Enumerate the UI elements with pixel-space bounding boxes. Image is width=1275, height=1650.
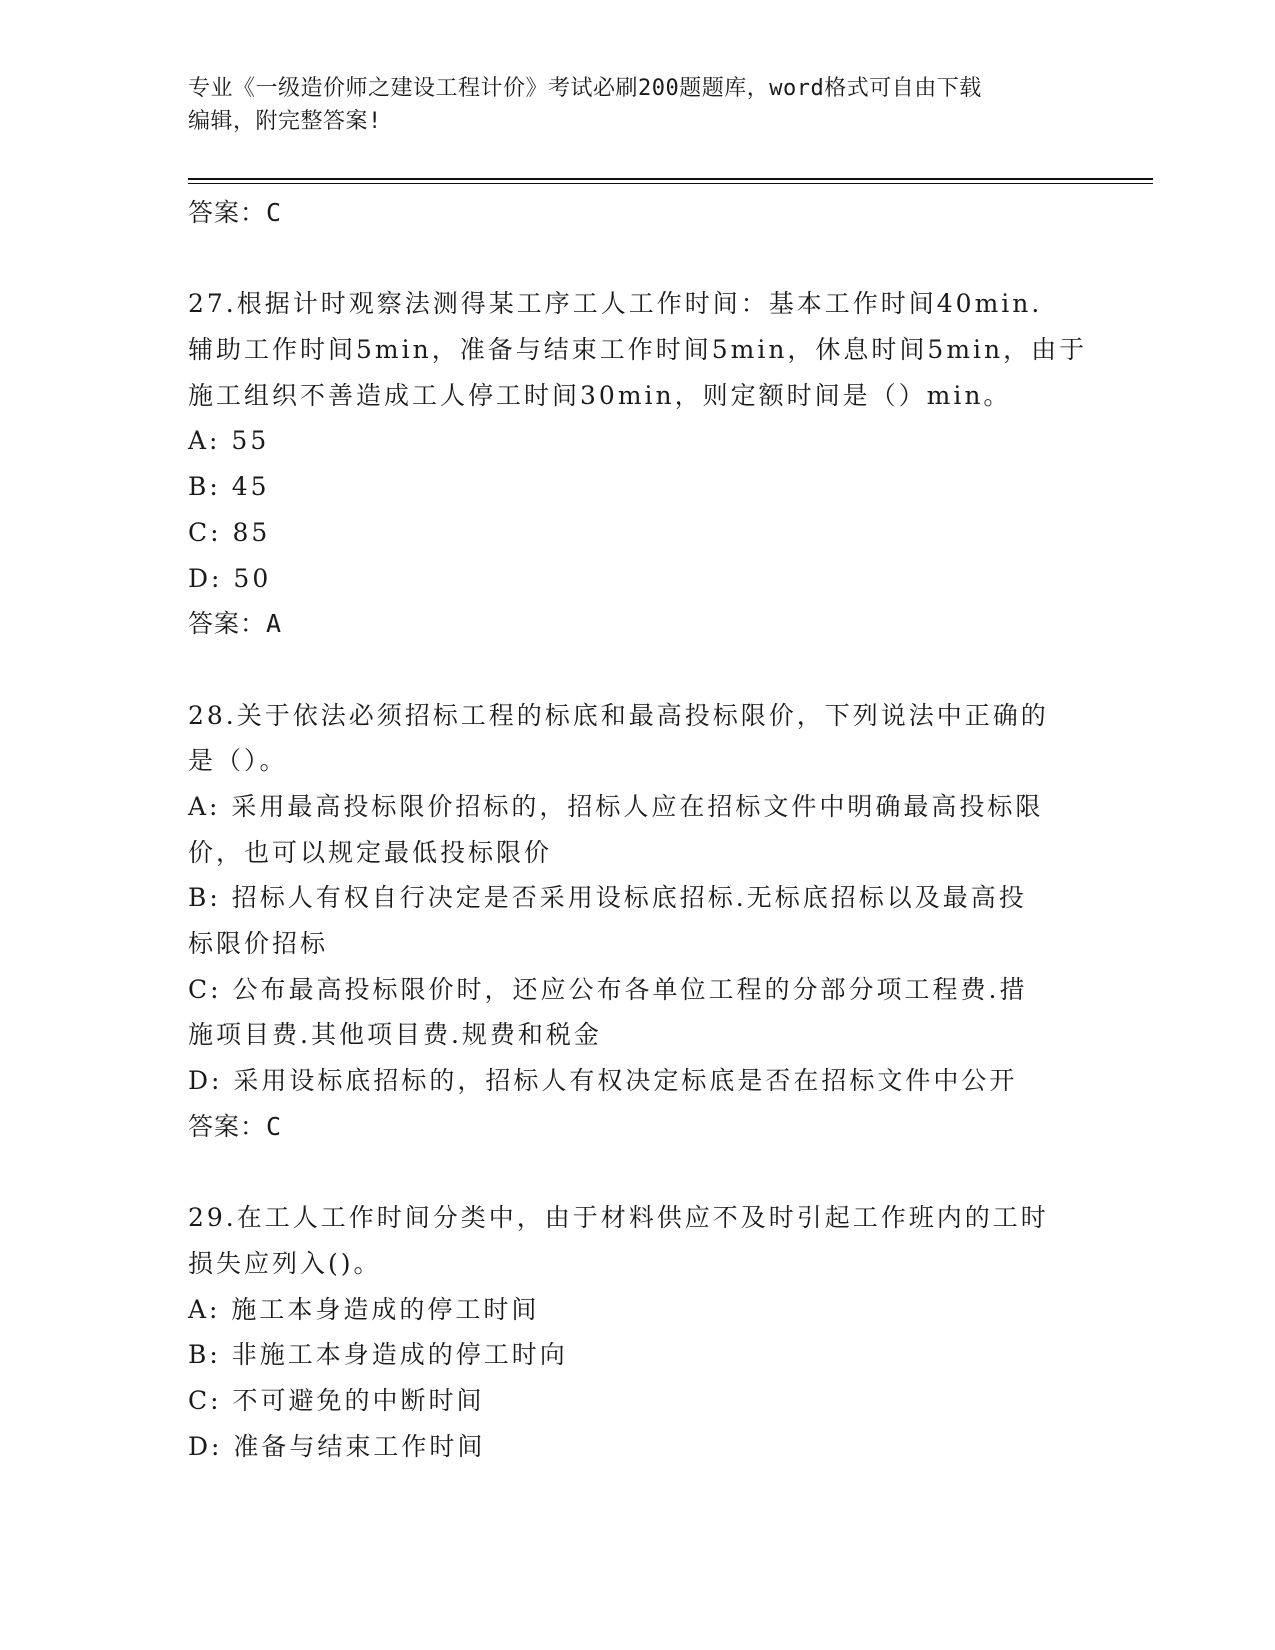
question-stem-line: 施工组织不善造成工人停工时间30min，则定额时间是（）min。	[188, 380, 1012, 410]
header-line-1: 专业《一级造价师之建设工程计价》考试必刷200题题库，word格式可自由下载	[188, 76, 982, 101]
question-29	[188, 1195, 1088, 1469]
option-d: D: 采用设标底招标的，招标人有权决定标底是否在招标文件中公开	[188, 1066, 1018, 1096]
question-list	[188, 190, 1088, 1469]
question-28	[188, 693, 1088, 1150]
previous-answer: 答案：C	[188, 198, 283, 227]
spacer	[188, 236, 1088, 282]
document-header	[188, 72, 1088, 138]
option-c: C: 85	[188, 517, 271, 547]
option-a: A: 55	[188, 426, 270, 456]
spacer	[188, 647, 1088, 693]
question-stem-line: 29.在工人工作时间分类中，由于材料供应不及时引起工作班内的工时	[188, 1203, 1049, 1233]
option-b: B: 45	[188, 472, 270, 502]
question-stem-line: 是（）。	[188, 746, 288, 776]
option-c-continued: 施项目费.其他项目费.规费和税金	[188, 1020, 602, 1050]
option-b-continued: 标限价招标	[188, 929, 329, 958]
option-a: A: 采用最高投标限价招标的，招标人应在招标文件中明确最高投标限	[188, 791, 1044, 821]
question-stem-line: 27.根据计时观察法测得某工序工人工作时间：基本工作时间40min.	[188, 289, 1043, 319]
option-c: C: 公布最高投标限价时，还应公布各单位工程的分部分项工程费.措	[188, 974, 1028, 1004]
question-stem-line: 损失应列入()。	[188, 1248, 382, 1278]
question-stem-line: 28.关于依法必须招标工程的标底和最高投标限价，下列说法中正确的	[188, 700, 1049, 730]
spacer	[188, 1149, 1088, 1195]
option-d: D: 50	[188, 563, 272, 593]
answer: 答案：C	[188, 1111, 283, 1141]
question-stem-line: 辅助工作时间5min，准备与结束工作时间5min，休息时间5min，由于	[188, 335, 1088, 365]
option-b: B: 非施工本身造成的停工时向	[188, 1340, 568, 1370]
option-a: A: 施工本身造成的停工时间	[188, 1294, 540, 1324]
option-c: C: 不可避免的中断时间	[188, 1385, 485, 1415]
question-27	[188, 281, 1088, 647]
option-d: D: 准备与结束工作时间	[188, 1431, 486, 1461]
option-b: B: 招标人有权自行决定是否采用设标底招标.无标底招标以及最高投	[188, 883, 1027, 913]
header-divider	[188, 178, 1153, 184]
header-line-2: 编辑，附完整答案!	[188, 109, 382, 134]
answer: 答案：A	[188, 609, 283, 639]
option-a-continued: 价，也可以规定最低投标限价	[188, 837, 553, 867]
